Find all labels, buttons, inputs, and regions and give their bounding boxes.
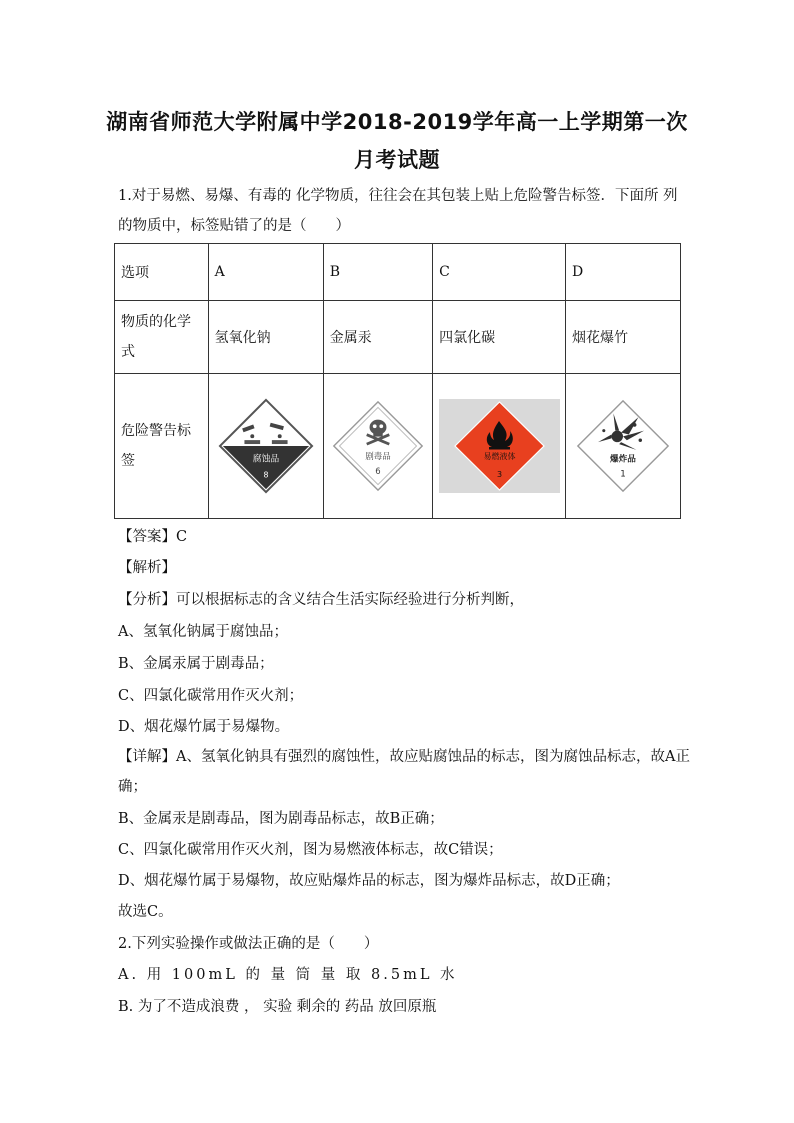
doc-title-line1: 湖南省师范大学附属中学2018-2019学年高一上学期第一次 [106,110,688,134]
table-cell: 金属汞 [323,301,432,374]
table-cell-header: 选项 [115,244,209,301]
table-cell: 氢氧化钠 [208,301,323,374]
q1-detail-b: B、金属汞是剧毒品，图为剧毒品标志，故B正确； [118,811,444,827]
q2-option-a: A. 用 100mL 的 量 筒 量 取 8.5mL 水 [118,967,458,983]
q2-stem: 2.下列实验操作或做法正确的是（ ） [118,936,379,952]
table-cell-header: A [208,244,323,301]
toxic-label-cell [323,374,432,519]
table-cell-header: D [565,244,680,301]
table-cell-row-label: 物质的化学式 [115,301,209,374]
q1-detail-c: C、四氯化碳常用作灭火剂，图为易燃液体标志，故C错误； [118,842,503,858]
flammable-label [439,399,560,493]
corrosive-label-cell [208,374,323,519]
table-cell: 烟花爆竹 [565,301,680,374]
flammable-label-cell [433,374,566,519]
q1-point-b: B、金属汞属于剧毒品； [118,656,274,672]
table-row [115,301,681,374]
q1-conclusion: 故选C。 [118,904,173,920]
explosive-label [575,398,671,494]
table-cell-header: C [433,244,566,301]
table-row [115,244,681,301]
table-cell: 四氯化碳 [433,301,566,374]
table-cell-row-label: 危险警告标签 [115,374,209,519]
table-cell-header: B [323,244,432,301]
q1-point-a: A、氢氧化钠属于腐蚀品； [118,624,288,640]
doc-title-line2: 月考试题 [354,148,440,172]
flammable-label-text: 易燃液体 [483,452,516,461]
explosive-label-text: 爆炸品 [610,454,636,465]
corrosive-label [217,397,315,495]
q1-options-table [114,243,681,519]
q1-analysis: 【分析】可以根据标志的含义结合生活实际经验进行分析判断， [118,592,524,608]
q1-stem-line2: 的物质中，标签贴错了的是（ ） [118,218,350,234]
q1-detail-line2: 确； [118,779,147,795]
table-row [115,374,681,519]
explosive-label-cell [565,374,680,519]
explosive-class-number: 1 [620,469,626,480]
q1-stem-line1: 1.对于易燃、易爆、有毒的 化学物质，往往会在其包装上贴上危险警告标签．下面所 列 [118,188,678,204]
toxic-class-number: 6 [375,466,381,477]
q1-answer: 【答案】C [118,529,188,545]
toxic-label-text: 剧毒品 [365,451,391,462]
flammable-class-number: 3 [496,470,502,479]
q1-point-c: C、四氯化碳常用作灭火剂； [118,688,304,704]
q2-option-b: B. 为了不造成浪费 ， 实验 剩余的 药品 放回原瓶 [118,999,437,1015]
toxic-label [331,399,425,493]
q1-detail-line1: 【详解】A、氢氧化钠具有强烈的腐蚀性，故应贴腐蚀品的标志，图为腐蚀品标志，故A正 [118,749,690,765]
corrosive-class-number: 8 [263,470,269,480]
corrosive-label-text: 腐蚀品 [252,454,279,465]
q1-point-d: D、烟花爆竹属于易爆物。 [118,719,290,735]
q1-detail-d: D、烟花爆竹属于易爆物，故应贴爆炸品的标志，图为爆炸品标志，故D正确； [118,873,620,889]
q1-analysis-heading: 【解析】 [118,560,176,576]
